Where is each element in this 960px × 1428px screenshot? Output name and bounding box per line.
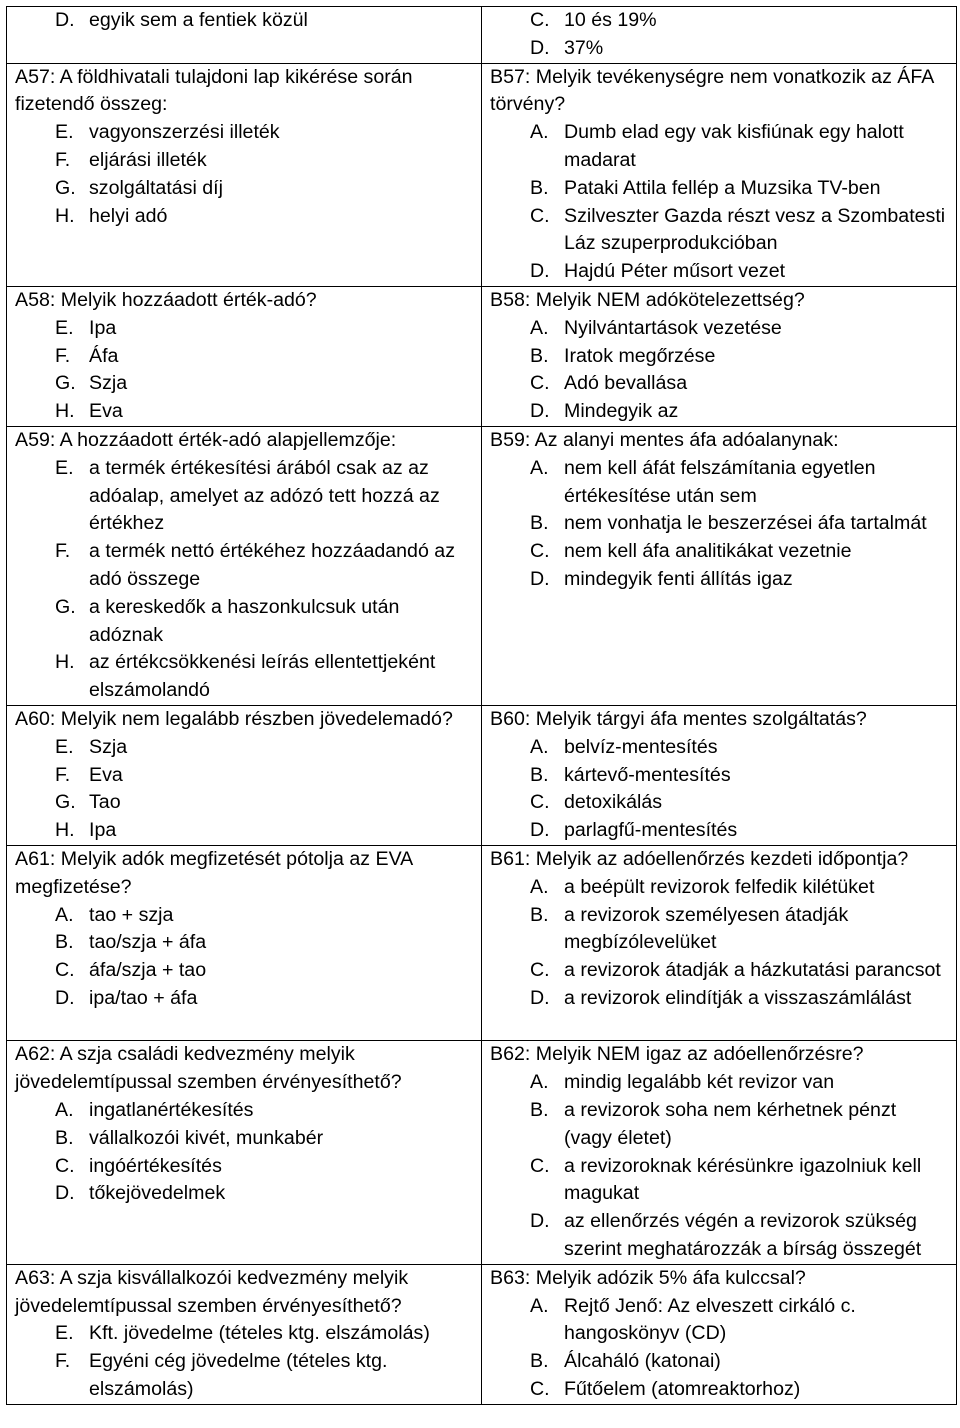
right-question-cell [482,1264,957,1404]
question-text: B60: Melyik tárgyi áfa mentes szolgáltatás? [490,707,867,730]
answer-options [15,455,473,705]
option-letter: A. [530,875,549,898]
answer-option [490,789,948,817]
option-letter: A. [530,1294,549,1317]
option-text: nem vonhatja le beszerzései áfa tartalmát [564,512,927,535]
answer-option [490,315,948,343]
option-text: helyi adó [89,204,168,227]
question-text: B63: Melyik adózik 5% áfa kulccsal? [490,1266,806,1289]
right-question-cell [482,426,957,705]
answer-option [15,985,473,1013]
question-text: A63: A szja kisvállalkozói kedvezmény melyik jövedelemtípussal szemben érvényesíthető? [15,1266,409,1317]
option-letter: H. [55,651,75,674]
answer-options [15,119,473,230]
option-letter: A. [55,903,74,926]
option-text: a termék nettó értékéhez hozzáadandó az adó összege [89,540,455,590]
option-text: a revizorok elindítják a visszaszámlálást [564,986,912,1009]
answer-option [490,343,948,371]
option-letter: C. [530,540,550,563]
option-letter: A. [530,316,549,339]
answer-options [15,902,473,1013]
option-text: nem kell áfát felszámítania egyetlen értékesítése után sem [564,456,876,507]
option-text: tao/szja + áfa [89,931,207,954]
answer-option [490,902,948,958]
answer-option [15,1097,473,1125]
answer-options [15,7,473,35]
option-text: Ipa [89,819,117,842]
answer-option [15,343,473,371]
answer-option [15,817,473,845]
blank-line [15,1013,473,1041]
option-text: Szilveszter Gazda részt vesz a Szombatesti Láz szuperprodukcióban [564,204,946,255]
question-row [7,7,957,64]
answer-option [15,1348,473,1404]
option-letter: D. [530,1210,550,1233]
answer-option [15,1125,473,1153]
option-text: Eva [89,400,123,423]
answer-option [490,1348,948,1376]
option-letter: H. [55,400,75,423]
option-text: az értékcsökkenési leírás ellentettjeként elszámolandó [89,651,436,702]
option-letter: C. [530,9,550,31]
option-letter: H. [55,819,75,842]
option-text: 10 és 19% [564,9,657,31]
option-letter: G. [55,372,76,395]
option-letter: A. [530,121,549,144]
answer-option [15,455,473,538]
answer-options [490,455,948,594]
option-letter: C. [530,1154,550,1177]
option-letter: G. [55,595,76,618]
answer-option [490,203,948,259]
answer-option [15,929,473,957]
answer-options [15,734,473,845]
answer-option [490,175,948,203]
answer-option [15,370,473,398]
option-letter: E. [55,1322,74,1345]
quiz-table [6,6,957,1405]
option-text: ipa/tao + áfa [89,986,198,1009]
answer-option [490,258,948,286]
answer-option [15,957,473,985]
question-text: A59: A hozzáadott érték-adó alapjellemzője: [15,428,397,451]
option-text: Fűtőelem (atomreaktorhoz) [564,1378,801,1401]
option-text: tao + szja [89,903,174,926]
answer-option [490,538,948,566]
answer-option [490,957,948,985]
answer-option [15,649,473,705]
question-text: B61: Melyik az adóellenőrzés kezdeti időpontja? [490,847,909,870]
option-letter: A. [530,735,549,758]
answer-option [15,734,473,762]
question-row [7,286,957,426]
option-text: ingóértékesítés [89,1154,222,1177]
option-letter: B. [530,344,549,367]
answer-option [15,7,473,35]
answer-option [490,35,948,63]
option-text: a kereskedők a haszonkulcsuk után adóznak [89,595,400,646]
option-letter: D. [530,36,550,59]
option-letter: D. [530,986,550,1009]
option-letter: E. [55,735,74,758]
right-question-cell [482,845,957,1041]
answer-option [15,1320,473,1348]
option-text: vállalkozói kivét, munkabér [89,1126,324,1149]
option-letter: C. [55,959,75,982]
option-text: 37% [564,36,604,59]
answer-option [490,874,948,902]
option-letter: C. [55,1154,75,1177]
option-letter: F. [55,148,71,171]
left-question-cell [7,1264,482,1404]
question-text: B58: Melyik NEM adókötelezettség? [490,288,805,311]
option-letter: E. [55,456,74,479]
option-text: nem kell áfa analitikákat vezetnie [564,540,852,563]
option-letter: D. [530,567,550,590]
option-letter: C. [530,1378,550,1401]
answer-option [490,510,948,538]
option-text: tőkejövedelmek [89,1182,226,1205]
option-text: áfa/szja + tao [89,959,207,982]
option-text: mindegyik fenti állítás igaz [564,567,793,590]
option-text: mindig legalább két revizor van [564,1071,835,1094]
option-text: Kft. jövedelme (tételes ktg. elszámolás) [89,1322,430,1345]
option-text: Áfa [89,344,119,367]
question-row [7,1041,957,1264]
option-letter: D. [530,819,550,842]
option-text: Szja [89,735,128,758]
answer-option [15,203,473,231]
option-text: Mindegyik az [564,400,679,423]
option-text: Pataki Attila fellép a Muzsika TV-ben [564,176,881,199]
option-letter: C. [530,959,550,982]
right-question-cell [482,7,957,64]
question-text: B57: Melyik tevékenységre nem vonatkozik az ÁFA törvény? [490,65,934,116]
option-text: a revizorok átadják a házkutatási parancsot [564,959,941,982]
option-text: Hajdú Péter műsort vezet [564,260,786,283]
question-text: B62: Melyik NEM igaz az adóellenőrzésre? [490,1043,864,1066]
option-text: egyik sem a fentiek közül [89,9,308,31]
left-question-cell [7,426,482,705]
option-text: a termék értékesítési árából csak az az adóalap, amelyet az adózó tett hozzá az értékhez [89,456,440,535]
question-text: A58: Melyik hozzáadott érték-adó? [15,288,317,311]
option-letter: A. [55,1099,74,1122]
left-question-cell [7,845,482,1041]
blank-line [15,1208,473,1236]
option-text: a revizorok soha nem kérhetnek pénzt (vagy életet) [564,1099,897,1149]
option-text: Ipa [89,316,117,339]
answer-option [490,1153,948,1209]
option-letter: C. [530,372,550,395]
option-text: Álcaháló (katonai) [564,1350,721,1373]
answer-option [15,398,473,426]
answer-option [490,119,948,175]
answer-option [15,789,473,817]
answer-option [490,566,948,594]
answer-option [490,985,948,1013]
answer-option [15,175,473,203]
answer-options [490,874,948,1013]
option-letter: B. [530,1350,549,1373]
answer-option [490,762,948,790]
answer-option [490,1069,948,1097]
right-question-cell [482,286,957,426]
option-letter: G. [55,176,76,199]
option-letter: C. [530,791,550,814]
quiz-body [7,7,957,1405]
option-letter: A. [530,1071,549,1094]
option-text: eljárási illeték [89,148,207,171]
answer-option [490,1097,948,1153]
option-letter: F. [55,1350,71,1373]
option-text: belvíz-mentesítés [564,735,718,758]
left-question-cell [7,63,482,286]
option-letter: B. [530,512,549,535]
option-text: a revizorok személyesen átadják megbízólevelüket [564,903,849,954]
option-letter: B. [55,931,74,954]
answer-option [490,7,948,35]
option-letter: D. [530,400,550,423]
answer-options [490,734,948,845]
option-letter: B. [530,1099,549,1122]
option-letter: E. [55,121,74,144]
option-letter: C. [530,204,550,227]
answer-option [490,1376,948,1404]
option-text: Iratok megőrzése [564,344,716,367]
option-text: Dumb elad egy vak kisfiúnak egy halott madarat [564,121,904,171]
option-text: Rejtő Jenő: Az elveszett cirkáló c. hangoskönyv (CD) [564,1294,856,1345]
question-text: A62: A szja családi kedvezmény melyik jövedelemtípussal szemben érvényesíthető? [15,1043,402,1094]
option-letter: H. [55,204,75,227]
left-question-cell [7,7,482,64]
option-text: Egyéni cég jövedelme (tételes ktg. elszámolás) [89,1350,388,1401]
answer-option [490,1293,948,1349]
answer-options [15,1097,473,1208]
answer-options [490,1293,948,1404]
right-question-cell [482,63,957,286]
left-question-cell [7,705,482,845]
option-letter: F. [55,540,71,563]
answer-options [490,315,948,426]
option-text: Nyilvántartások vezetése [564,316,782,339]
option-letter: B. [530,763,549,786]
option-letter: A. [530,456,549,479]
answer-option [490,734,948,762]
option-letter: E. [55,316,74,339]
right-question-cell [482,1041,957,1264]
question-row [7,1264,957,1404]
answer-option [15,902,473,930]
right-question-cell [482,705,957,845]
option-letter: D. [55,986,75,1009]
answer-options [490,1069,948,1264]
option-letter: G. [55,791,76,814]
option-text: Adó bevallása [564,372,688,395]
question-text: A60: Melyik nem legalább részben jövedelemadó? [15,707,453,730]
answer-option [490,455,948,511]
option-text: Eva [89,763,123,786]
answer-option [15,147,473,175]
answer-option [15,762,473,790]
option-text: az ellenőrzés végén a revizorok szükség szerint meghatározzák a bírság összegét [564,1210,922,1261]
answer-option [490,370,948,398]
answer-option [15,1153,473,1181]
option-letter: D. [530,260,550,283]
option-text: a beépült revizorok felfedik kilétüket [564,875,875,898]
left-question-cell [7,286,482,426]
option-letter: D. [55,1182,75,1205]
option-text: a revizoroknak kérésünkre igazolniuk kell magukat [564,1154,922,1205]
answer-option [15,1180,473,1208]
question-text: B59: Az alanyi mentes áfa adóalanynak: [490,428,839,451]
answer-options [15,315,473,426]
option-letter: D. [55,9,75,31]
answer-option [15,119,473,147]
answer-option [15,315,473,343]
answer-option [15,594,473,650]
question-row [7,705,957,845]
question-row [7,63,957,286]
question-text: A57: A földhivatali tulajdoni lap kikérése során fizetendő összeg: [15,65,413,116]
option-letter: F. [55,763,71,786]
question-row [7,426,957,705]
answer-option [490,1208,948,1264]
option-text: parlagfű-mentesítés [564,819,738,842]
option-text: ingatlanértékesítés [89,1099,254,1122]
answer-options [15,1320,473,1403]
option-letter: B. [530,176,549,199]
option-text: detoxikálás [564,791,663,814]
option-letter: B. [55,1126,74,1149]
question-text: A61: Melyik adók megfizetését pótolja az EVA megfizetése? [15,847,413,898]
question-row [7,845,957,1041]
option-text: Tao [89,791,121,814]
answer-option [490,398,948,426]
answer-options [490,7,948,63]
option-letter: B. [530,903,549,926]
answer-options [490,119,948,286]
option-letter: F. [55,344,71,367]
option-text: Szja [89,372,128,395]
option-text: kártevő-mentesítés [564,763,731,786]
option-text: vagyonszerzési illeték [89,121,280,144]
left-question-cell [7,1041,482,1264]
option-text: szolgáltatási díj [89,176,223,199]
answer-option [15,538,473,594]
answer-option [490,817,948,845]
